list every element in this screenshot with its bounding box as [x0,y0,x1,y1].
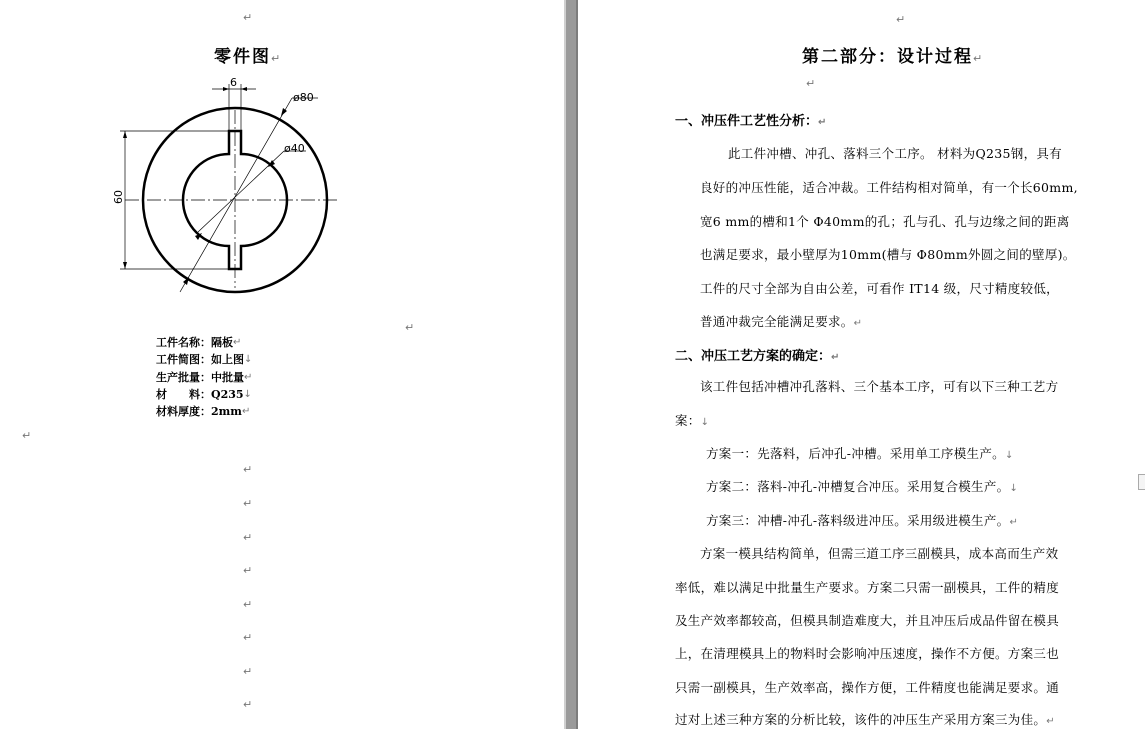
paragraph-line: 上，在清理模具上的物料时会影响冲压速度，操作不方便。方案三也 [675,646,1060,661]
part-drawing [100,70,360,310]
design-process-title [802,42,982,67]
paragraph-mark: ↵ [896,13,906,26]
paragraph-mark: ↵ [405,321,415,334]
paragraph-mark: ↵ [243,698,253,711]
part-info-list [156,334,252,420]
info-row-batch: 生产批量： 中批量 ↵ [156,370,253,384]
page-gutter [564,0,578,729]
scheme-line-3: 方案三：冲槽-冲孔-落料级进冲压。采用级进模生产。↵ [706,513,1019,528]
paragraph-line: 案：↓ [675,413,710,428]
section-heading-1: 一、冲压件工艺性分析：↵ [675,114,827,129]
dim-inner-diameter: ø40 [284,142,305,155]
dim-slot-width: 6 [230,76,237,89]
info-row-name: 工件名称： 隔板 ↵ [156,336,242,349]
margin-marker [1138,474,1145,490]
section-heading-2: 二、冲压工艺方案的确定：↵ [675,349,840,364]
paragraph-mark: ↵ [22,429,32,442]
info-row-sketch: 工件简图： 如上图 ↓ [156,353,253,367]
scheme-line-1: 方案一：先落料，后冲孔-冲槽。采用单工序模生产。↓ [706,446,1014,461]
paragraph-mark: ↵ [243,11,253,24]
paragraph-mark: ↵ [243,665,253,678]
paragraph-line: 普通冲裁完全能满足要求。↵ [700,314,863,329]
paragraph-mark: ↵ [243,497,253,510]
design-process-title-text: 第二部分：设计过程 [802,47,973,67]
paragraph-mark: ↵ [243,631,253,644]
paragraph-line: 也满足要求，最小壁厚为10mm(槽与 Φ80mm外圆之间的壁厚)。 [700,247,1076,262]
paragraph-mark: ↵ [243,564,253,577]
paragraph-line: 方案一模具结构简单，但需三道工序三副模具，成本高而生产效 [700,546,1059,561]
left-page [0,0,564,729]
dim-slot-length: 60 [112,190,125,204]
right-page [578,0,1145,729]
dim-outer-diameter: ø80 [293,91,314,104]
paragraph-line: 只需一副模具，生产效率高，操作方便，工件精度也能满足要求。通 [675,680,1060,695]
paragraph-line: 率低，难以满足中批量生产要求。方案二只需一副模具，工件的精度 [675,580,1060,595]
paragraph-mark: ↵ [243,531,253,544]
paragraph-mark: ↵ [271,52,281,65]
paragraph-line: 过对上述三种方案的分析比较，该件的冲压生产采用方案三为佳。↵ [675,712,1055,727]
part-drawing-title [214,42,280,67]
paragraph-line: 及生产效率都较高，但模具制造难度大，并且冲压后成品件留在模具 [675,613,1060,628]
paragraph-mark: ↵ [973,52,983,65]
scheme-line-2: 方案二：落料-冲孔-冲槽复合冲压。采用复合模生产。↓ [706,479,1019,494]
info-row-thickness: 材料厚度： 2mm ↵ [156,405,251,419]
paragraph-line: 良好的冲压性能，适合冲裁。工件结构相对简单，有一个长60mm, [700,180,1078,195]
paragraph-mark: ↵ [243,598,253,611]
paragraph-mark: ↵ [806,77,816,90]
paragraph-line: 该工件包括冲槽冲孔落料、三个基本工序，可有以下三种工艺方 [700,379,1059,394]
paragraph-line: 工件的尺寸全部为自由公差，可看作 IT14 级，尺寸精度较低， [700,281,1059,296]
part-drawing-title-text: 零件图 [214,47,271,67]
info-row-material: 材 料： Q235 ↓ [156,387,252,401]
paragraph-line: 宽6 mm的槽和1个 Φ40mm的孔；孔与孔、孔与边缘之间的距离 [700,214,1070,229]
paragraph-mark: ↵ [243,463,253,476]
paragraph-line: 此工件冲槽、冲孔、落料三个工序。 材料为Q235钢，具有 [728,146,1062,161]
